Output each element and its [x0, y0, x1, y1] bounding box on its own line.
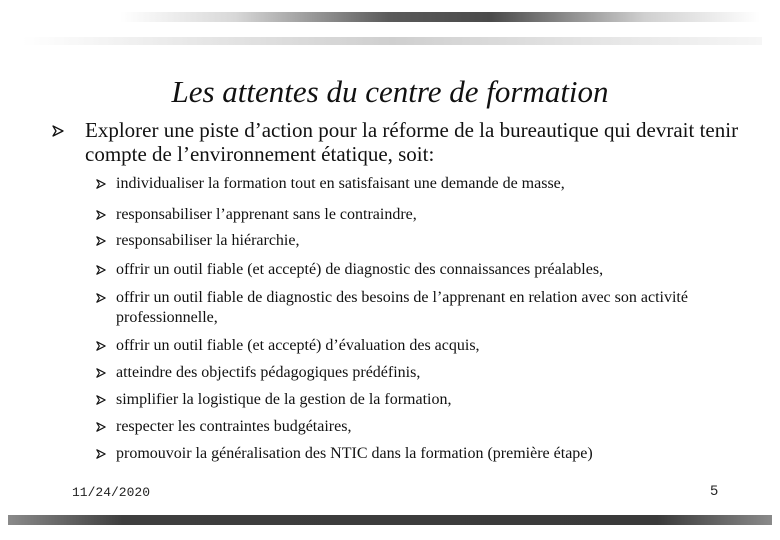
list-item-text: promouvoir la généralisation des NTIC dans la formation (première étape) — [116, 445, 593, 462]
list-item — [96, 444, 736, 464]
arrowhead-bullet-icon — [96, 449, 106, 459]
arrowhead-bullet-icon — [96, 341, 106, 351]
top-decorative-bar — [120, 12, 760, 22]
arrowhead-bullet-icon — [96, 293, 106, 303]
list-item — [96, 260, 736, 280]
list-item — [96, 390, 736, 410]
list-item — [96, 417, 736, 437]
list-item — [96, 205, 736, 225]
list-item-text: simplifier la logistique de la gestion de la formation, — [116, 391, 452, 408]
list-item-text: atteindre des objectifs pédagogiques prédéfinis, — [116, 364, 421, 381]
arrowhead-bullet-icon — [96, 368, 106, 378]
list-item-text: responsabiliser l’apprenant sans le contraindre, — [116, 206, 417, 223]
page-number: 5 — [710, 482, 718, 498]
list-item-text: individualiser la formation tout en satisfaisant une demande de masse, — [116, 175, 565, 192]
list-item — [96, 288, 736, 328]
arrowhead-bullet-icon — [96, 395, 106, 405]
arrowhead-bullet-icon — [96, 210, 106, 220]
bottom-decorative-bar — [8, 515, 772, 525]
list-item — [96, 174, 736, 194]
main-bullet — [52, 118, 752, 166]
list-item — [96, 231, 736, 251]
list-item — [96, 363, 736, 383]
top-divider-bar — [22, 37, 762, 45]
list-item-text: offrir un outil fiable de diagnostic des besoins de l’apprenant en relation avec son activité professionnelle, — [116, 289, 688, 326]
list-item-text: offrir un outil fiable (et accepté) d’évaluation des acquis, — [116, 337, 480, 354]
main-bullet-text: Explorer une piste d’action pour la réforme de la bureautique qui devrait tenir compte de l’environnement étatique, soit: — [85, 118, 739, 166]
arrowhead-bullet-icon — [52, 125, 64, 137]
arrowhead-bullet-icon — [96, 265, 106, 275]
footer-date: 11/24/2020 — [72, 485, 151, 500]
arrowhead-bullet-icon — [96, 179, 106, 189]
slide-title: Les attentes du centre de formation — [171, 74, 609, 109]
list-item-text: respecter les contraintes budgétaires, — [116, 418, 352, 435]
list-item-text: responsabiliser la hiérarchie, — [116, 232, 300, 249]
arrowhead-bullet-icon — [96, 236, 106, 246]
arrowhead-bullet-icon — [96, 422, 106, 432]
list-item-text: offrir un outil fiable (et accepté) de diagnostic des connaissances préalables, — [116, 261, 604, 278]
list-item — [96, 336, 736, 356]
